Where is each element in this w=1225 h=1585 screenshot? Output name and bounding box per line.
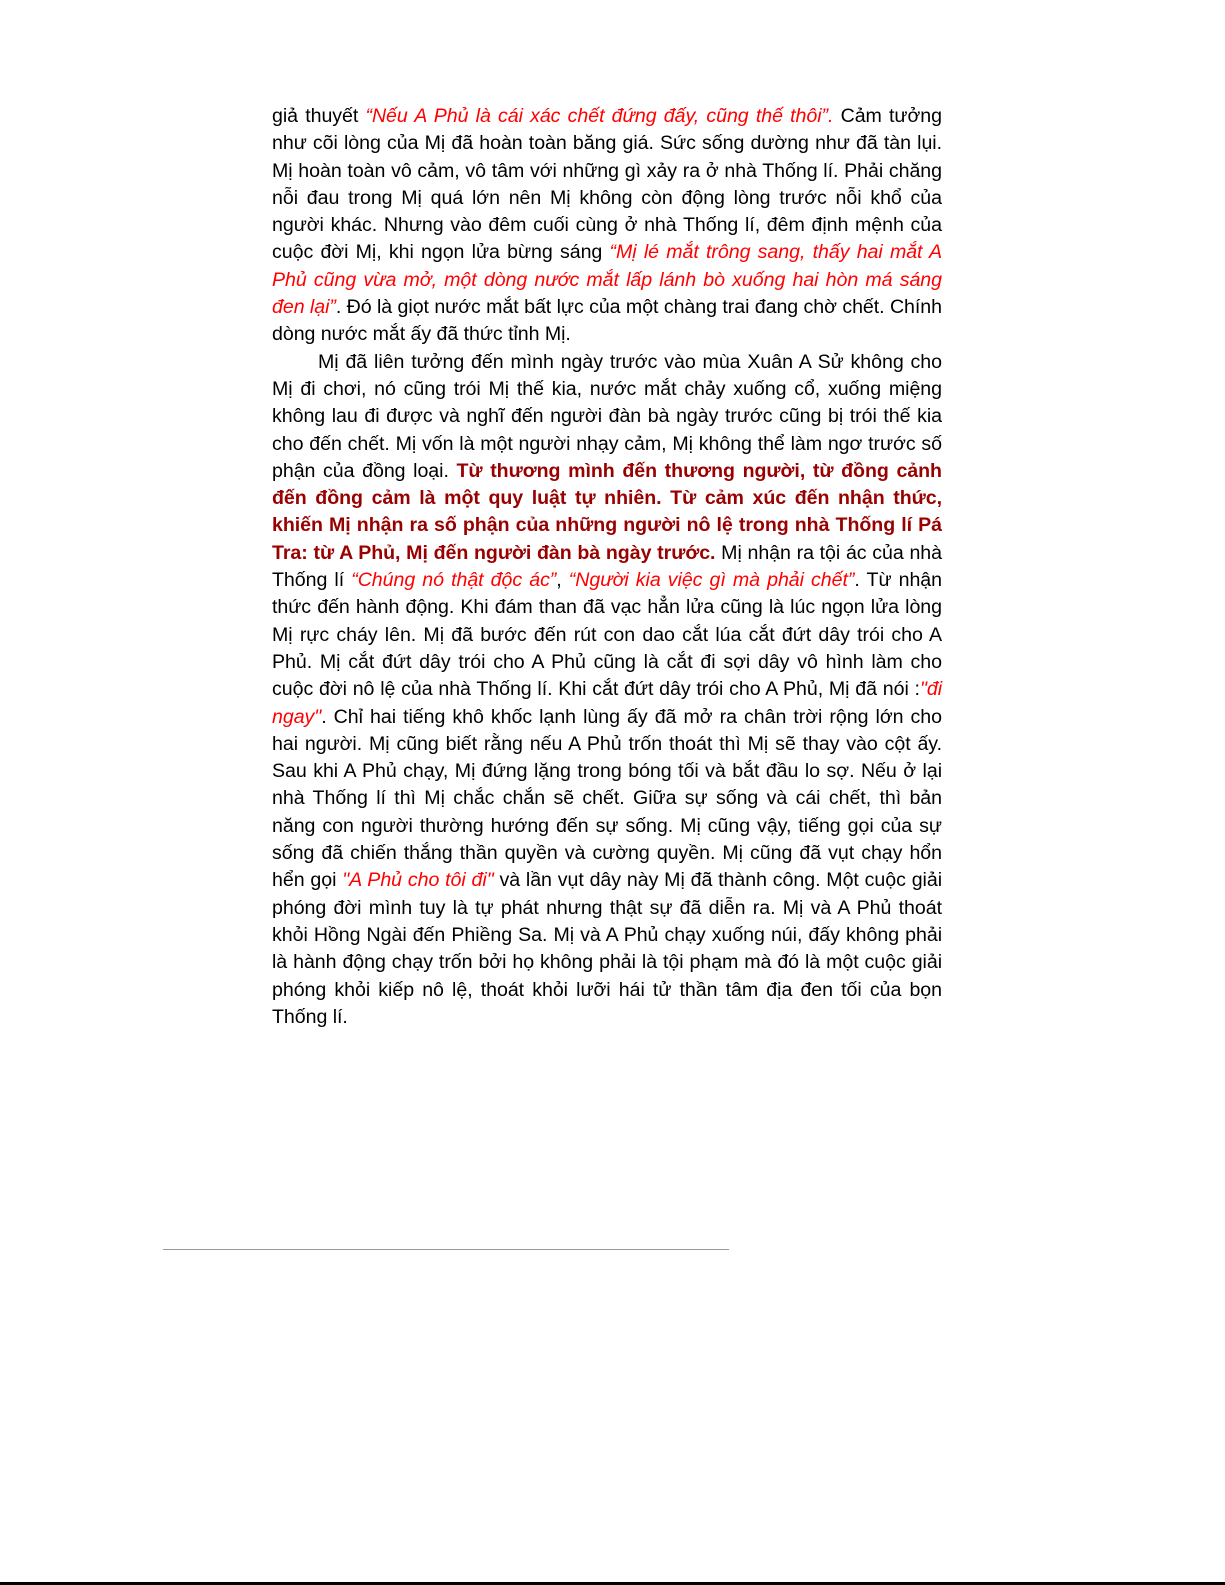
quote-phai-chet: “Người kia việc gì mà phải chết” (568, 569, 855, 592)
paragraph-1 (272, 103, 942, 349)
quote-doc-ac: “Chúng nó thật độc ác” (351, 569, 557, 592)
quote-nuoc-mat: “Mị lé mắt trông sang, thấy hai mắt A Phủ cũng vừa mở, một dòng nước mắt lấp lánh bò xuống hai hòn má sáng đen lại” (272, 241, 942, 319)
text-run: và lần vụt dây này Mị đã thành công. Một cuộc giải phóng đời mình tuy là tự phát nhưng thật sự đã diễn ra. Mị và A Phủ thoát khỏi Hồng Ngài đến Phiềng Sa. Mị và A Phủ chạy xuống núi, đấy không phải là hành động chạy trốn bởi họ không phải là tội phạm mà đó là một cuộc giải phóng khỏi kiếp nô lệ, thoát khỏi lưỡi hái tử thần tâm địa đen tối của bọn Thống lí. (272, 869, 943, 1028)
quote-cho-toi-di: "A Phủ cho tôi đi" (342, 869, 494, 892)
quote-xac-chet: “Nếu A Phủ là cái xác chết đứng đấy, cũng thế thôi”. (365, 105, 834, 127)
footnote-separator (163, 1249, 729, 1250)
emphasis-quy-luat: Từ thương mình đến thương người, từ đồng cảnh đến đồng cảm là một quy luật tự nhiên. Từ cảm xúc đến nhận thức, khiến Mị nhận ra số phận của những người nô lệ trong nhà Thống lí Pá Tra: từ A Phủ, Mị đến người đàn bà ngày trước. (272, 459, 942, 564)
text-run: , (556, 569, 569, 592)
text-run: . Đó là giọt nước mắt bất lực của một chàng trai đang chờ chết. Chính dòng nước mắt ấy đã thức tỉnh Mị. (272, 296, 942, 346)
quote-di-ngay: "đi ngay" (272, 678, 942, 728)
text-run: . Từ nhận thức đến hành động. Khi đám than đã vạc hẳn lửa cũng là lúc ngọn lửa lòng Mị rực cháy lên. Mị đã bước đến rút con dao cắt lúa cắt đứt dây trói cho A Phủ. Mị cắt đứt dây trói cho A Phủ cũng là cắt đi sợi dây vô hình làm cho cuộc đời nô lệ của nhà Thống lí. Khi cắt đứt dây trói cho A Phủ, Mị đã nói : (272, 569, 942, 701)
text-run: giả thuyết (272, 105, 366, 127)
body-text (272, 103, 942, 1031)
paragraph-2 (272, 349, 942, 1031)
text-run: . Chỉ hai tiếng khô khốc lạnh lùng ấy đã mở ra chân trời rộng lớn cho hai người. Mị cũng biết rằng nếu A Phủ trốn thoát thì Mị sẽ thay vào cột ấy. Sau khi A Phủ chạy, Mị đứng lặng trong bóng tối và bắt đầu lo sợ. Nếu ở lại nhà Thống lí thì Mị chắc chắn sẽ chết. Giữa sự sống và cái chết, thì bản năng con người thường hướng đến sự sống. Mị cũng vậy, tiếng gọi của sự sống đã chiến thắng thần quyền và cường quyền. Mị cũng đã vụt chạy hổn hển gọi (272, 705, 942, 892)
text-run: Mị đã liên tưởng đến mình ngày trước vào mùa Xuân A Sử không cho Mị đi chơi, nó cũng trói Mị thế kia, nước mắt chảy xuống cổ, xuống miệng không lau đi được và nghĩ đến người đàn bà ngày trước cũng bị trói thế kia cho đến chết. Mị vốn là một người nhạy cảm, Mị không thể làm ngơ trước số phận của đồng loại. (272, 350, 942, 482)
text-run: Mị nhận ra tội ác của nhà Thống lí (272, 541, 942, 592)
text-run: Cảm tưởng như cõi lòng của Mị đã hoàn toàn băng giá. Sức sống dường như đã tàn lụi. Mị hoàn toàn vô cảm, vô tâm với những gì xảy ra ở nhà Thống lí. Phải chăng nỗi đau trong Mị quá lớn nên Mị không còn động lòng trước nỗi khổ của người khác. Nhưng vào đêm cuối cùng ở nhà Thống lí, đêm định mệnh của cuộc đời Mị, khi ngọn lửa bừng sáng (272, 105, 942, 264)
